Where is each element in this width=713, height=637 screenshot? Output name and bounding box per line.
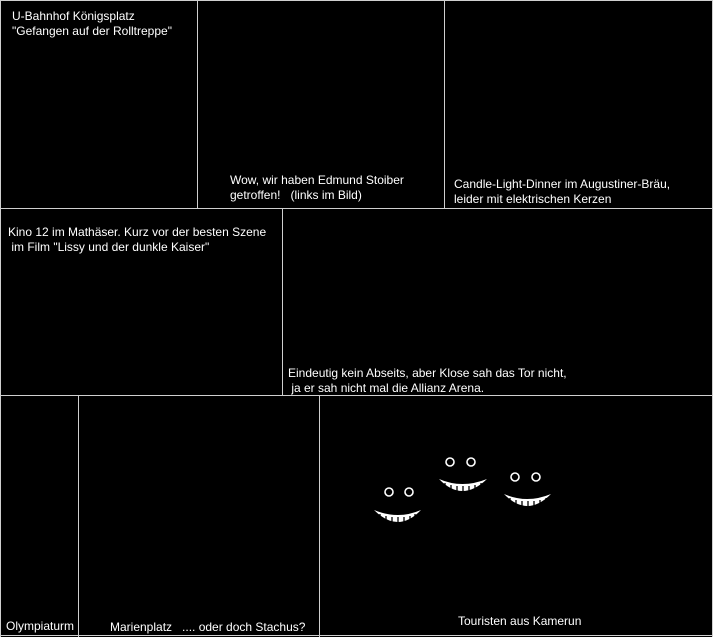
caption-kamerun: Touristen aus Kamerun xyxy=(458,614,582,628)
smiley-face-middle xyxy=(439,458,487,494)
caption-allianz-arena: Eindeutig kein Abseits, aber Klose sah das Tor nicht, ja er sah nicht mal die Allianz Arena. xyxy=(288,366,567,395)
panel-koenigsplatz xyxy=(1,1,197,208)
panel-allianz-arena xyxy=(283,209,712,395)
divider-row3-bottom xyxy=(0,635,713,636)
smiley-faces-group xyxy=(360,446,570,536)
caption-kino: Kino 12 im Mathäser. Kurz vor der besten Szene im Film "Lissy und der dunkle Kaiser" xyxy=(8,225,267,254)
caption-augustiner: Candle-Light-Dinner im Augustiner-Bräu, leider mit elektrischen Kerzen xyxy=(454,177,671,206)
smiley-face-left xyxy=(374,488,421,525)
caption-olympiaturm: Olympiaturm xyxy=(6,619,75,633)
panel-augustiner xyxy=(445,1,712,208)
caption-marienplatz: Marienplatz .... oder doch Stachus? xyxy=(110,620,306,634)
panel-marienplatz xyxy=(79,396,319,635)
panel-stoiber xyxy=(198,1,444,208)
smiley-face-right xyxy=(504,473,551,509)
caption-stoiber: Wow, wir haben Edmund Stoiber getroffen! (links im Bild) xyxy=(230,173,404,202)
panel-olympiaturm xyxy=(1,396,78,635)
caption-koenigsplatz: U-Bahnhof Königsplatz "Gefangen auf der Rolltreppe" xyxy=(12,9,172,38)
panel-kino xyxy=(1,209,282,395)
